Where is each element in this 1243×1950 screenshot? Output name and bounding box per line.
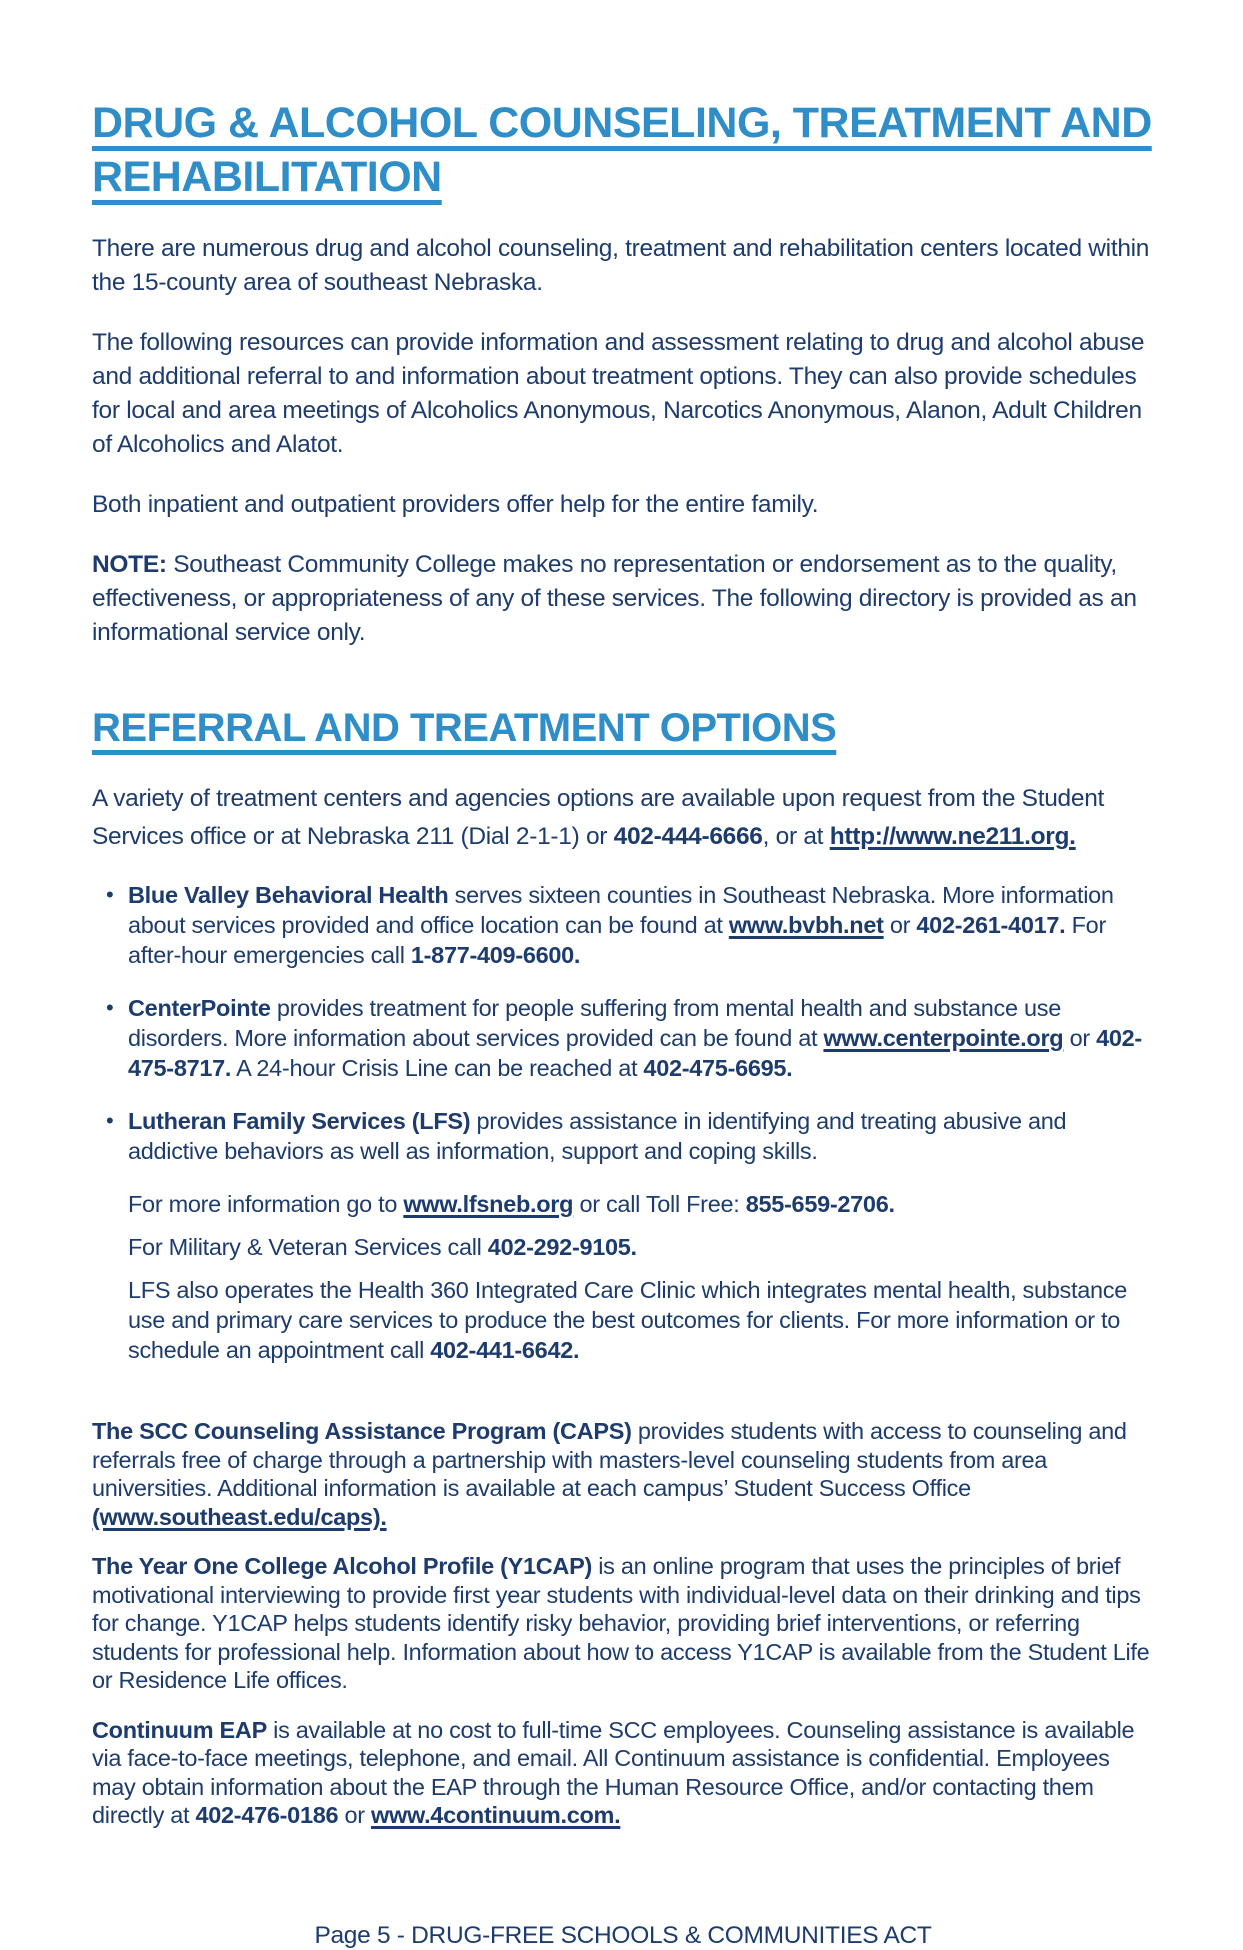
link-4continuum[interactable]: www.4continuum.com. xyxy=(371,1802,621,1829)
para-y1cap xyxy=(92,1552,1154,1695)
text-segment: is an online program that uses the principles of brief motivational interviewing to provide first year students with individual-level data on their drinking and tips for change. Y1CAP helps students identify risky behavior, providing brief interventions, or referring students for professional help. Information about how to access Y1CAP is available from the Student Life or Residence Life offices. xyxy=(92,1553,1150,1694)
text-segment: The Year One College Alcohol Profile (Y1CAP) xyxy=(92,1553,593,1580)
para-continuum-eap xyxy=(92,1716,1154,1830)
text-segment: LFS also operates the Health 360 Integrated Care Clinic which integrates mental health, substance use and primary care services to produce the best outcomes for clients. For more information or to schedule an appointment call xyxy=(128,1277,1127,1364)
text-segment: 402-441-6642. xyxy=(430,1337,580,1364)
text-segment: Page 5 - DRUG-FREE SCHOOLS & COMMUNITIES ACT xyxy=(314,1921,932,1949)
para-lfs-military-veteran xyxy=(128,1232,1154,1262)
text-segment: A 24-hour Crisis Line can be reached at xyxy=(231,1055,644,1082)
text-segment: For Military & Veteran Services call xyxy=(128,1234,488,1261)
bullet-centerpointe xyxy=(92,993,1154,1083)
title-drug-alcohol-counseling xyxy=(92,96,1154,204)
text-segment: A variety of treatment centers and agencies options are available upon request from the Student Services office or at Nebraska 211 (Dial 2-1-1) or xyxy=(92,785,1105,851)
page-footer xyxy=(92,1922,1154,1950)
text-segment: CenterPointe xyxy=(128,995,271,1022)
text-segment: is available at no cost to full-time SCC employees. Counseling assistance is available via face-to-face meetings, telephone, and email. All Continuum assistance is confidential. Employees may obtain information about the EAP through the Human Resource Office, and/or contacting them directly at xyxy=(92,1716,1135,1829)
bullet-icon: • xyxy=(106,995,114,1021)
text-segment: , or at xyxy=(762,823,830,851)
bullet-blue-valley xyxy=(92,880,1154,970)
text-segment: There are numerous drug and alcohol counseling, treatment and rehabilitation centers located within the 15-county area of southeast Nebraska. xyxy=(92,235,1150,297)
title-referral-treatment-options xyxy=(92,704,1154,752)
text-segment: 402-476-0186 xyxy=(195,1802,339,1829)
text-segment: or xyxy=(338,1802,372,1829)
text-segment: or xyxy=(1063,1025,1097,1052)
bullet-icon: • xyxy=(106,882,114,908)
text-segment: 402-292-9105. xyxy=(487,1234,637,1261)
para-referral-intro xyxy=(92,780,1154,856)
text-segment: 402-475-6695. xyxy=(643,1055,793,1082)
text-segment: NOTE: xyxy=(92,551,167,579)
para-lfs-more-info xyxy=(128,1189,1154,1219)
bullet-text xyxy=(128,880,1154,970)
text-segment: serves sixteen counties in Southeast Nebraska. More information about services provided and office location can be found at xyxy=(128,882,1114,939)
text-segment: Southeast Community College makes no representation or endorsement as to the quality, effectiveness, or appropriateness of any of these services. The following directory is provided as an informational service only. xyxy=(92,551,1137,647)
para-caps xyxy=(92,1417,1154,1531)
document-content xyxy=(92,96,1154,1950)
text-segment: Continuum EAP xyxy=(92,1716,267,1743)
bullet-lutheran-family-services xyxy=(92,1106,1154,1166)
text-segment: Lutheran Family Services (LFS) xyxy=(128,1108,471,1135)
link-bvbh[interactable]: www.bvbh.net xyxy=(728,912,884,939)
text-segment: Blue Valley Behavioral Health xyxy=(128,882,449,909)
link-southeast-caps[interactable]: (www.southeast.edu/caps). xyxy=(92,1503,387,1530)
text-segment: 402-444-6666 xyxy=(613,823,763,851)
text-segment: The following resources can provide information and assessment relating to drug and alcohol abuse and additional referral to and information about treatment options. They can also provide schedules for local and area meetings of Alcoholics Anonymous, Narcotics Anonymous, Alanon, Adult Children of Alcoholics and Alatot. xyxy=(92,329,1145,459)
para-note xyxy=(92,548,1154,650)
para-inpatient-outpatient xyxy=(92,488,1154,522)
bullet-icon: • xyxy=(106,1108,114,1134)
text-segment: 1-877-409-6600. xyxy=(410,942,581,969)
para-intro xyxy=(92,232,1154,300)
text-segment: provides assistance in identifying and treating abusive and addictive behaviors as well as information, support and coping skills. xyxy=(128,1108,1067,1165)
text-segment: The SCC Counseling Assistance Program (CAPS) xyxy=(92,1418,632,1445)
text-segment: For after-hour emergencies call xyxy=(128,912,1106,969)
text-segment: 402-261-4017. xyxy=(916,912,1066,939)
text-segment: provides students with access to counseling and referrals free of charge through a partnership with masters-level counseling students from area universities. Additional information is available at each campus’ Student Success Office xyxy=(92,1418,1127,1502)
text-segment: DRUG & ALCOHOL COUNSELING, TREATMENT AND REHABILITATION xyxy=(92,99,1152,202)
text-segment: 402-475-8717. xyxy=(128,1025,1142,1082)
text-segment: or call Toll Free: xyxy=(573,1191,746,1218)
para-lfs-health360 xyxy=(128,1275,1154,1365)
text-segment: REFERRAL AND TREATMENT OPTIONS xyxy=(92,706,837,751)
link-ne211[interactable]: http://www.ne211.org. xyxy=(829,823,1076,851)
bullet-text xyxy=(128,993,1154,1083)
text-segment: 855-659-2706. xyxy=(745,1191,895,1218)
bullet-text xyxy=(128,1106,1154,1166)
link-lfsneb[interactable]: www.lfsneb.org xyxy=(403,1191,574,1218)
text-segment: For more information go to xyxy=(128,1191,404,1218)
link-centerpointe[interactable]: www.centerpointe.org xyxy=(823,1025,1064,1052)
text-segment: provides treatment for people suffering from mental health and substance use disorders. More information about services provided can be found at xyxy=(128,995,1061,1052)
text-segment: or xyxy=(883,912,917,939)
para-resources xyxy=(92,326,1154,462)
text-segment: Both inpatient and outpatient providers offer help for the entire family. xyxy=(92,491,819,519)
